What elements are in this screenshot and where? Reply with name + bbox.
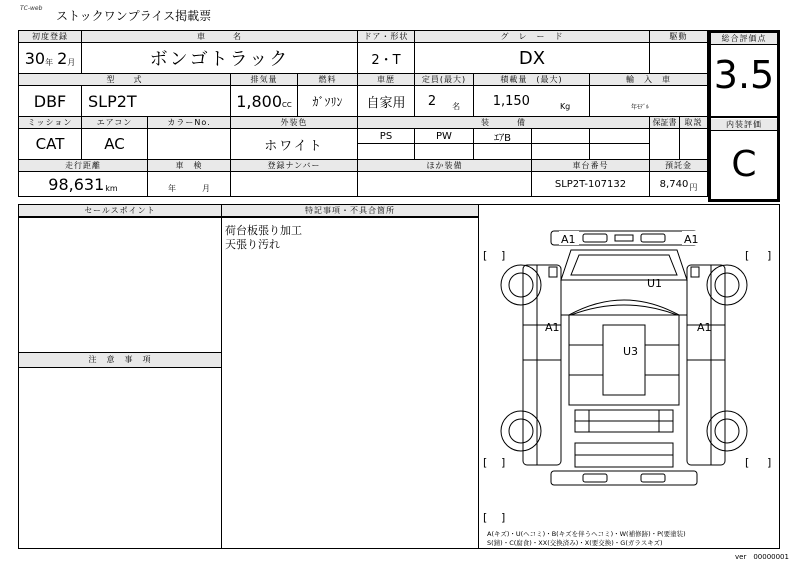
label-aircon: エアコン: [82, 117, 147, 129]
rear-bumper: [551, 443, 697, 485]
label-chassis-no: 車台番号: [532, 160, 649, 172]
inspection-year-unit: 年: [168, 184, 176, 193]
displacement: [231, 86, 297, 116]
inspection-month-unit: 月: [202, 184, 210, 193]
model-value: SLP2T: [88, 91, 137, 111]
month-unit: 月: [67, 57, 76, 67]
car-name-value: ボンゴトラック: [149, 49, 290, 70]
grade-value: DX: [518, 47, 546, 69]
label-warranty: 保証書: [650, 117, 679, 129]
label-usage: 車歴: [358, 74, 414, 86]
bracket-left-bottom-close: ]: [501, 456, 506, 469]
label-mission: ミッション: [19, 117, 81, 129]
mark-bed: U3: [623, 345, 639, 358]
capacity-unit: 名: [452, 101, 461, 111]
legend-line-2: S(錆)・C(腐食)・XX(交換済み)・X(要交換)・G(ガラスキズ): [487, 539, 663, 547]
displacement-value: 1,800: [236, 91, 283, 111]
label-fuel: 燃料: [298, 74, 357, 86]
label-first-registration: 初度登録: [19, 31, 81, 43]
mark-right-door: A1: [697, 321, 712, 334]
capacity-value: 2: [427, 93, 437, 109]
bracket-right-top-close: ]: [767, 249, 772, 262]
deposit: [650, 172, 707, 197]
label-interior-score: 内装評価: [711, 119, 777, 131]
overall-score-value: 3.5: [713, 53, 775, 97]
displacement-unit: CC: [282, 101, 292, 109]
page-title: ストックワンプライス掲載票: [56, 9, 212, 23]
mission-value: CAT: [35, 135, 65, 153]
right-side: [687, 265, 725, 465]
note-2: 天張り汚れ: [225, 238, 280, 251]
label-other-equipment: ほか装備: [358, 160, 531, 172]
note-1: 荷台板張り加工: [225, 224, 302, 237]
label-caution: 注 意 事 項: [19, 353, 221, 368]
wheels: [501, 265, 747, 451]
deposit-value: 8,740: [659, 179, 689, 190]
version: ver 00000001: [735, 553, 789, 561]
label-deposit: 預託金: [650, 160, 707, 172]
deposit-unit: 円: [689, 183, 698, 192]
label-exterior-color: 外装色: [231, 117, 357, 129]
vehicle-diagram: [479, 205, 779, 525]
label-inspection: 車 検: [148, 160, 230, 172]
bracket-right-top: [: [745, 249, 750, 262]
label-equipment: 装 備: [358, 117, 649, 129]
load-unit: Kg: [559, 101, 571, 111]
bracket-legend: [: [483, 511, 488, 524]
label-color-no: カラーNo.: [148, 117, 230, 129]
legend-line-1: A(キズ)・U(ヘコミ)・B(キズを伴うヘコミ)・W(補修跡)・P(要塗装): [487, 530, 686, 538]
door-type-value: 2・T: [371, 52, 401, 68]
label-overall-score: 総合評価点: [711, 33, 777, 45]
capacity: [415, 86, 473, 116]
year-unit: 年: [45, 57, 54, 67]
model-prefix-value: DBF: [33, 91, 67, 111]
equipment-3: ｴｱB: [494, 132, 511, 144]
bracket-left-top: [: [483, 249, 488, 262]
logo: [20, 5, 42, 12]
label-manual: 取説: [680, 117, 707, 129]
label-model: 型 式: [19, 74, 230, 86]
mark-front-right: A1: [684, 233, 699, 246]
aircon-value: AC: [104, 135, 125, 153]
inspection: [148, 172, 230, 197]
bracket-left-top-close: ]: [501, 249, 506, 262]
label-car-name: 車 名: [82, 31, 357, 43]
bracket-left-bottom: [: [483, 456, 488, 469]
label-drive: 駆動: [650, 31, 707, 43]
label-mileage: 走行距離: [19, 160, 147, 172]
label-capacity: 定員(最大): [415, 74, 473, 86]
left-mirror: [549, 267, 557, 277]
first-registration: [19, 43, 81, 73]
bracket-right-bottom: [: [745, 456, 750, 469]
equipment-1: PS: [379, 130, 393, 142]
label-import: 輸 入 車: [590, 74, 707, 86]
bracket-legend-close: ]: [501, 511, 506, 524]
mark-left-door: A1: [545, 321, 560, 334]
mark-front-left: A1: [561, 233, 576, 246]
chassis-no-value: SLP2T-107132: [554, 179, 627, 190]
truck-bed: [569, 300, 679, 432]
mileage: [19, 172, 147, 197]
logo-text: TC-web: [20, 5, 43, 12]
year-value: 30: [24, 48, 46, 68]
mileage-unit: km: [105, 184, 118, 193]
label-door-type: ドア・形状: [358, 31, 414, 43]
month-value: 2: [57, 48, 68, 68]
mileage-value: 98,631: [48, 175, 105, 194]
exterior-color-value: ホワイト: [264, 138, 324, 154]
diagram-brackets: [483, 249, 771, 524]
import-model-year: 年ﾓﾃﾞﾙ: [630, 103, 649, 111]
bracket-right-bottom-close: ]: [767, 456, 772, 469]
label-grade: グ レ ー ド: [415, 31, 649, 43]
load-value: 1,150: [492, 93, 530, 109]
load: [474, 86, 589, 116]
label-displacement: 排気量: [231, 74, 297, 86]
label-plate: 登録ナンバー: [231, 160, 357, 172]
mark-roof: U1: [647, 277, 663, 290]
interior-score-value: C: [731, 143, 757, 185]
usage-value: 自家用: [366, 95, 406, 111]
equipment-2: PW: [436, 130, 452, 142]
label-notes: 特記事項・不具合箇所: [222, 205, 478, 217]
label-sales-point: セールスポイント: [19, 205, 221, 217]
right-mirror: [691, 267, 699, 277]
left-side: [523, 265, 561, 465]
label-load: 積載量 (最大): [474, 74, 589, 86]
fuel-value: ｶﾞｿﾘﾝ: [312, 94, 343, 109]
